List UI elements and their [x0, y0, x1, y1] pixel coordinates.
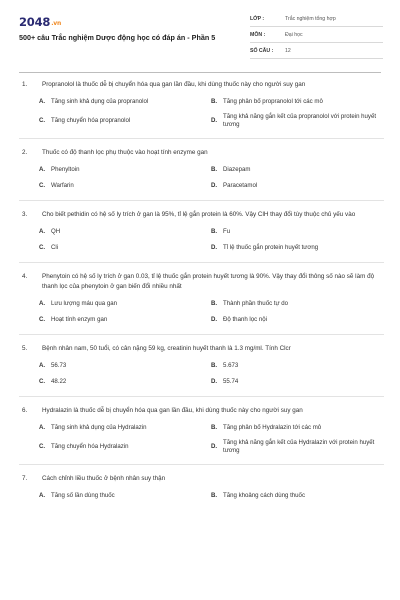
option-letter: C. [39, 378, 46, 385]
option-text: Tăng phân bố Hydralazin tới các mô [223, 424, 322, 431]
answer-options [39, 227, 384, 253]
answer-option[interactable] [39, 315, 211, 325]
question-text: Thuốc có độ thanh lọc phụ thuộc vào hoạt tính enzyme gan [42, 149, 208, 156]
meta-value: 12 [285, 47, 291, 54]
option-text: Lưu lượng máu qua gan [51, 300, 118, 307]
option-letter: B. [211, 228, 218, 235]
answer-option[interactable] [211, 491, 383, 501]
option-text: Tăng chuyển hóa propranolol [51, 117, 131, 124]
answer-option[interactable] [39, 227, 211, 237]
answer-option[interactable] [39, 299, 211, 309]
option-letter: A. [39, 98, 46, 105]
answer-option[interactable] [211, 423, 383, 433]
answer-option[interactable] [39, 361, 211, 371]
option-text: Diazepam [223, 166, 251, 173]
meta-key: MÔN : [250, 31, 266, 38]
answer-options [39, 423, 384, 455]
document-title: 500+ câu Trắc nghiệm Dược động học có đáp án - Phần 5 [19, 33, 216, 42]
question-stem [19, 474, 384, 484]
option-letter: A. [39, 166, 46, 173]
option-text: Tăng khả năng gắn kết của Hydralazin với protein huyết tương [223, 439, 375, 454]
question-stem [19, 406, 384, 416]
meta-row-subject [250, 27, 383, 43]
question-stem [19, 80, 384, 90]
question-stem [19, 148, 384, 158]
answer-option[interactable] [211, 243, 383, 253]
option-letter: C. [39, 117, 46, 124]
option-text: Tỉ lệ thuốc gắn protein huyết tương [223, 244, 319, 251]
option-text: 48.22 [51, 378, 67, 385]
question-text: Propranolol là thuốc dễ bị chuyển hóa qua gan lần đầu, khi dùng thuốc này cho người suy gan [42, 81, 306, 88]
answer-options [39, 361, 384, 387]
option-letter: D. [211, 182, 218, 189]
logo-text: 2048 [19, 15, 51, 29]
question-text: Hydralazin là thuốc dễ bị chuyển hóa qua gan lần đầu, khi dùng thuốc này cho người suy gan [42, 407, 303, 414]
option-letter: B. [211, 98, 218, 105]
answer-option[interactable] [39, 113, 211, 129]
question-divider [19, 396, 384, 397]
option-text: Tăng phân bố propranolol tới các mô [223, 98, 323, 105]
option-letter: C. [39, 316, 46, 323]
answer-option[interactable] [211, 227, 383, 237]
question-number: 6. [22, 407, 28, 414]
question-stem [19, 272, 384, 292]
question-number: 7. [22, 475, 28, 482]
question-divider [19, 334, 384, 335]
answer-option[interactable] [39, 491, 211, 501]
answer-option[interactable] [39, 181, 211, 191]
option-text: Fu [223, 228, 231, 235]
answer-option[interactable] [211, 165, 383, 175]
question-item [19, 148, 384, 201]
meta-row-count [250, 43, 383, 59]
question-text: Cho biết pethidin có hệ số ly trích ở gan là 95%, tỉ lệ gắn protein là 60%. Vậy ClH thay đổi tùy thuộc chủ yếu vào [42, 211, 356, 218]
answer-option[interactable] [211, 97, 383, 107]
meta-row-class [250, 11, 383, 27]
option-letter: B. [211, 362, 218, 369]
answer-option[interactable] [39, 165, 211, 175]
question-item [19, 406, 384, 465]
option-text: Phenyltoin [51, 166, 80, 173]
question-divider [19, 138, 384, 139]
option-text: Tăng chuyển hóa Hydralazin [51, 443, 129, 450]
option-text: Tăng sinh khả dụng của Hydralazin [51, 424, 147, 431]
option-text: Cli [51, 244, 59, 251]
answer-option[interactable] [39, 439, 211, 455]
question-list [19, 80, 384, 510]
option-letter: C. [39, 443, 46, 450]
option-letter: A. [39, 228, 46, 235]
question-divider [19, 464, 384, 465]
answer-option[interactable] [211, 361, 383, 371]
question-divider [19, 200, 384, 201]
option-letter: B. [211, 424, 218, 431]
option-text: Độ thanh lọc nội [223, 316, 268, 323]
logo-suffix: .vn [51, 20, 62, 27]
question-number: 5. [22, 345, 28, 352]
option-text: Tăng sinh khả dụng của propranolol [51, 98, 149, 105]
meta-key: SỐ CÂU : [250, 47, 274, 54]
option-letter: A. [39, 492, 46, 499]
answer-option[interactable] [39, 423, 211, 433]
option-text: 55.74 [223, 378, 239, 385]
answer-options [39, 299, 384, 325]
question-item [19, 474, 384, 501]
answer-option[interactable] [211, 113, 383, 129]
option-text: Hoạt tính enzym gan [51, 316, 108, 323]
option-letter: D. [211, 316, 218, 323]
option-text: Thành phần thuốc tự do [223, 300, 289, 307]
option-letter: C. [39, 244, 46, 251]
answer-option[interactable] [39, 243, 211, 253]
question-text: Bệnh nhân nam, 50 tuổi, có cân nặng 59 kg, creatinin huyết thanh là 1.3 mg/ml. Tính Clcr [42, 345, 291, 352]
option-letter: B. [211, 492, 218, 499]
option-text: 5.673 [223, 362, 239, 369]
option-text: QH [51, 228, 61, 235]
meta-table [250, 11, 383, 59]
answer-options [39, 97, 384, 129]
question-number: 4. [22, 273, 28, 280]
answer-option[interactable] [211, 439, 383, 455]
answer-option[interactable] [39, 97, 211, 107]
question-item [19, 210, 384, 263]
answer-option[interactable] [211, 377, 383, 387]
header [0, 0, 400, 70]
question-number: 2. [22, 149, 28, 156]
question-stem [19, 210, 384, 220]
answer-option[interactable] [211, 181, 383, 191]
question-item [19, 344, 384, 397]
question-divider [19, 262, 384, 263]
option-letter: B. [211, 166, 218, 173]
option-letter: A. [39, 424, 46, 431]
option-letter: D. [211, 117, 218, 124]
option-text: Warfarin [51, 182, 74, 189]
option-text: 56.73 [51, 362, 67, 369]
option-letter: B. [211, 300, 218, 307]
option-text: Paracetamol [223, 182, 258, 189]
option-letter: D. [211, 378, 218, 385]
option-text: Tăng số lần dùng thuốc [51, 492, 115, 499]
meta-key: LỚP : [250, 15, 265, 22]
question-item [19, 80, 384, 139]
site-logo[interactable] [19, 15, 61, 29]
question-text: Cách chỉnh liều thuốc ở bệnh nhân suy thận [42, 475, 166, 482]
answer-options [39, 491, 384, 501]
question-item [19, 272, 384, 335]
answer-option[interactable] [211, 315, 383, 325]
question-stem [19, 344, 384, 354]
option-letter: D. [211, 244, 218, 251]
option-letter: C. [39, 182, 46, 189]
header-divider [19, 72, 381, 73]
question-number: 3. [22, 211, 28, 218]
question-number: 1. [22, 81, 28, 88]
meta-value: Đại học [285, 31, 303, 38]
question-text: Phenytoin có hệ số ly trích ở gan 0.03, tỉ lệ thuốc gắn protein huyết tương là 90%. Vậy thay đổi thông số nào sẽ làm độ thanh lọc của phenytoin ở gan biến đổi nhiều nhất [42, 273, 375, 290]
option-text: Tăng khoảng cách dùng thuốc [223, 492, 305, 499]
answer-option[interactable] [39, 377, 211, 387]
answer-options [39, 165, 384, 191]
answer-option[interactable] [211, 299, 383, 309]
meta-value: Trắc nghiệm tổng hợp [285, 15, 336, 22]
option-text: Tăng khả năng gắn kết của propranolol với protein huyết tương [223, 113, 377, 128]
option-letter: D. [211, 443, 218, 450]
option-letter: A. [39, 300, 46, 307]
option-letter: A. [39, 362, 46, 369]
